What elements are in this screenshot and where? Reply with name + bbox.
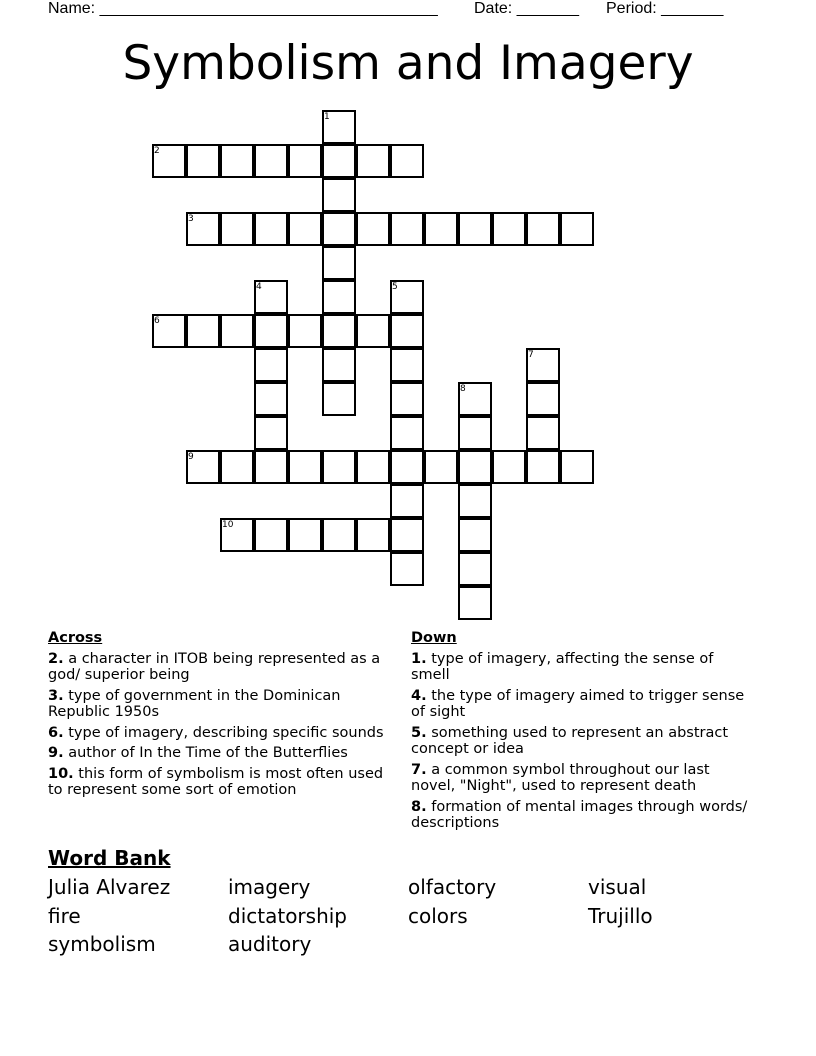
period-label: Period: _______ <box>606 0 724 17</box>
grid-cell[interactable] <box>356 450 390 484</box>
name-label: Name: ______________________________________ <box>48 0 438 17</box>
grid-cell[interactable] <box>322 382 356 416</box>
grid-cell[interactable] <box>356 144 390 178</box>
across-clue: 6. type of imagery, describing specific sounds <box>48 724 384 741</box>
grid-cell[interactable] <box>322 246 356 280</box>
grid-cell[interactable] <box>390 416 424 450</box>
grid-cell[interactable] <box>560 450 594 484</box>
clue-number: 6 <box>154 316 160 326</box>
grid-cell[interactable] <box>322 178 356 212</box>
word-bank-word: colors <box>408 904 468 928</box>
grid-cell[interactable] <box>458 450 492 484</box>
clue-number: 9 <box>188 452 194 462</box>
grid-cell[interactable] <box>356 518 390 552</box>
across-heading: Across <box>48 630 103 646</box>
grid-cell[interactable] <box>526 382 560 416</box>
down-clue: 5. something used to represent an abstract concept or idea <box>411 724 729 757</box>
grid-cell[interactable] <box>186 314 220 348</box>
grid-cell[interactable] <box>526 416 560 450</box>
down-clue: 7. a common symbol throughout our last novel, "Night", used to represent death <box>411 761 710 794</box>
grid-cell[interactable] <box>322 348 356 382</box>
grid-cell[interactable] <box>220 450 254 484</box>
clue-number: 7 <box>528 350 534 360</box>
down-clue: 4. the type of imagery aimed to trigger sense of sight <box>411 687 745 720</box>
grid-cell[interactable] <box>288 212 322 246</box>
down-clue: 1. type of imagery, affecting the sense of smell <box>411 650 714 683</box>
down-clue: 8. formation of mental images through words/ descriptions <box>411 798 748 831</box>
grid-cell[interactable] <box>492 212 526 246</box>
grid-cell[interactable] <box>458 518 492 552</box>
clue-number: 8 <box>460 384 466 394</box>
grid-cell[interactable] <box>322 144 356 178</box>
grid-cell[interactable] <box>254 382 288 416</box>
grid-cell[interactable] <box>288 518 322 552</box>
grid-cell[interactable] <box>458 586 492 620</box>
word-bank-word: visual <box>588 875 647 899</box>
grid-cell[interactable] <box>356 212 390 246</box>
grid-cell[interactable] <box>254 212 288 246</box>
grid-cell[interactable] <box>560 212 594 246</box>
date-label: Date: _______ <box>474 0 579 17</box>
grid-cell[interactable] <box>390 212 424 246</box>
grid-cell[interactable] <box>322 212 356 246</box>
grid-cell[interactable] <box>390 348 424 382</box>
grid-cell[interactable] <box>458 484 492 518</box>
word-bank-word: auditory <box>228 932 312 956</box>
grid-cell[interactable] <box>322 450 356 484</box>
grid-cell[interactable] <box>288 450 322 484</box>
across-clue: 9. author of In the Time of the Butterflies <box>48 745 348 761</box>
grid-cell[interactable] <box>254 314 288 348</box>
grid-cell[interactable] <box>322 280 356 314</box>
grid-cell[interactable] <box>390 382 424 416</box>
grid-cell[interactable] <box>186 144 220 178</box>
clue-number: 1 <box>324 112 330 122</box>
word-bank-word: Trujillo <box>588 904 653 928</box>
across-clue: 3. type of government in the Dominican Republic 1950s <box>48 687 341 720</box>
across-clue: 10. this form of symbolism is most often used to represent some sort of emotion <box>48 765 384 798</box>
across-clue: 2. a character in ITOB being represented as a god/ superior being <box>48 650 381 683</box>
clue-number: 2 <box>154 146 160 156</box>
grid-cell[interactable] <box>390 484 424 518</box>
grid-cell[interactable] <box>288 144 322 178</box>
word-bank-word: imagery <box>228 875 311 899</box>
clue-number: 4 <box>256 282 262 292</box>
grid-cell[interactable] <box>526 212 560 246</box>
grid-cell[interactable] <box>356 314 390 348</box>
grid-cell[interactable] <box>220 144 254 178</box>
grid-cell[interactable] <box>424 450 458 484</box>
grid-cell[interactable] <box>458 212 492 246</box>
grid-cell[interactable] <box>254 348 288 382</box>
grid-cell[interactable] <box>322 518 356 552</box>
word-bank-word: symbolism <box>48 932 156 956</box>
grid-cell[interactable] <box>458 416 492 450</box>
grid-cell[interactable] <box>390 314 424 348</box>
down-clues <box>411 630 756 836</box>
across-clues <box>48 630 398 803</box>
grid-cell[interactable] <box>492 450 526 484</box>
clue-number: 3 <box>188 214 194 224</box>
word-bank-word: Julia Alvarez <box>48 875 171 899</box>
page-title: Symbolism and Imagery <box>122 36 694 91</box>
clue-number: 5 <box>392 282 398 292</box>
word-bank-word: dictatorship <box>228 904 347 928</box>
down-heading: Down <box>411 630 457 646</box>
grid-cell[interactable] <box>390 518 424 552</box>
grid-cell[interactable] <box>254 450 288 484</box>
grid-cell[interactable] <box>254 416 288 450</box>
grid-cell[interactable] <box>390 552 424 586</box>
word-bank-title: Word Bank <box>48 846 171 870</box>
grid-cell[interactable] <box>424 212 458 246</box>
grid-cell[interactable] <box>390 144 424 178</box>
grid-cell[interactable] <box>288 314 322 348</box>
clue-number: 10 <box>222 520 234 530</box>
grid-cell[interactable] <box>390 450 424 484</box>
grid-cell[interactable] <box>254 518 288 552</box>
grid-cell[interactable] <box>254 144 288 178</box>
grid-cell[interactable] <box>220 212 254 246</box>
word-bank-word: fire <box>48 904 81 928</box>
word-bank-word: olfactory <box>408 875 497 899</box>
grid-cell[interactable] <box>322 314 356 348</box>
grid-cell[interactable] <box>458 552 492 586</box>
grid-cell[interactable] <box>526 450 560 484</box>
grid-cell[interactable] <box>220 314 254 348</box>
